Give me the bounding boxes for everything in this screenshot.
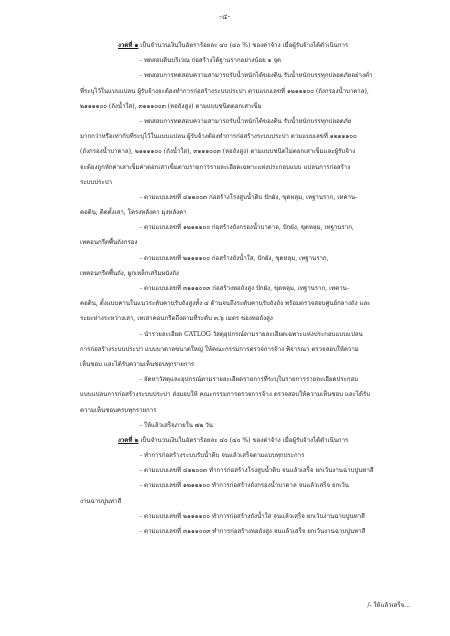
document-line — [80, 387, 415, 402]
document-line — [80, 372, 415, 387]
line-text: เป็นจำนวนเงินในอัตราร้อยละ ๔๐ (๔๐ %) ของค่าจ้าง เมื่อผู้รับจ้างได้ดำเนินการ — [138, 436, 349, 444]
document-line — [80, 509, 415, 524]
document-line — [80, 448, 415, 463]
line-text: - ทดสอบดินบริเวณ ก่อสร้างได้ฐานรากอย่างน้อย ๑ จุด — [140, 57, 281, 65]
document-line — [80, 114, 415, 129]
document-line — [80, 99, 415, 114]
line-text: จะต้องถูกหักค่าเสาเข็มค่าตอกเสาเข็มตามรายการรายละเอียดเฉพาะแห่งประกอบแบบ แปลนการก่อสร้าง — [80, 163, 351, 171]
document-line — [80, 235, 415, 250]
line-text: เทคอนกรีตพื้นถัง, ผูกเหล็กเสริมผนังถัง — [80, 269, 179, 277]
continuation-note: /- ให้แล้วเสร็จ... — [367, 602, 410, 609]
line-text: - ตามแบบเลขที่ ๑๒๑๑๑๐๐ ทำการก่อสร้างถังกรองน้ำบาดาล จนแล้วเสร็จ ยกเว้น — [140, 482, 349, 490]
installment-heading — [80, 433, 415, 448]
line-text: (ถังกรองน้ำบาดาล), ๒๑๑๑๑๐๐ (ถังน้ำใส), ๓๑๑๑๐๐๓ (หอถังสูง) ตามแบบชนิดไม่ตอกเสาเข็มและผู้รับจ้าง — [80, 148, 356, 156]
line-text: ๒๑๑๑๑๐๐ (ถังน้ำใส), ๓๑๑๑๐๐๓ (หอถังสูง) ตามแบบชนิดตอกเสาเข็ม — [80, 102, 262, 110]
line-text: มากกว่าหรือเท่ากับที่ระบุไว้ในแบบแปลน ผู้รับจ้างต้องทำการก่อสร้างระบบประปา ตามแบบเลขที่ ๑๒๑๑๑๐๐ — [80, 133, 357, 141]
document-line — [80, 296, 415, 311]
line-text: ระบบประปา — [80, 178, 112, 186]
document-line — [80, 160, 415, 175]
line-text: - จัดหาวัสดุและอุปกรณ์ตามรายละเอียดรายการที่ระบุในรายการรายละเอียดประกอบ — [140, 376, 359, 384]
document-line — [80, 68, 415, 83]
line-text: - ทดสอบการทดสอบความสามารถรับน้ำหนักได้ของดิน รับน้ำหนักบรรทุกปลอดภัยอย่างต่ำ — [140, 72, 373, 80]
line-text: - ตามแบบเลขที่ ๓๑๑๑๐๐๓ ก่อสร้างหอถังสูง ปักผัง, ขุดหลุม, เทฐานราก, เทคาน- — [140, 285, 349, 292]
document-line — [80, 220, 415, 235]
document-body — [80, 38, 415, 539]
document-line — [80, 403, 415, 418]
installment-label: งวดที่ ๑ — [118, 42, 139, 49]
line-text: คอดิน, ติดตั้งเสา, โครงหลังคา มุงหลังคา — [80, 209, 187, 217]
document-line — [80, 281, 415, 296]
line-text: การก่อสร้างระบบประปา แบบบาดาลขนาดใหญ่ ให้คณะกรรมการตรวจการจ้าง พิจารณา ตรวจสอบให้ความ — [80, 345, 359, 353]
line-text: - ตามแบบเลขที่ ๓๑๑๑๐๐๓ ทำการก่อสร้างหอถังสูง จนแล้วเสร็จ ยกเว้นงานฉาบปูนทาสี — [140, 528, 366, 535]
document-line — [80, 311, 415, 326]
document-line — [80, 129, 415, 144]
document-line — [80, 418, 415, 433]
line-text: - นำรายละเอียด CATLOG วัสดุอุปกรณ์ตามรายละเอียดเฉพาะแห่งประกอบแบบแปลน — [140, 330, 363, 338]
document-line — [80, 478, 415, 493]
installment-heading — [80, 38, 415, 53]
line-text: - ตามแบบเลขที่ ๒๑๑๑๑๐๐ ก่อสร้างถังน้ำใส, ปักผัง, ขุดหลุม, เทฐานราก, — [140, 254, 329, 262]
document-line — [80, 463, 415, 478]
document-line — [80, 205, 415, 220]
line-text: เทคอนกรีตพื้นถังกรอง — [80, 239, 138, 247]
line-text: ความเห็นชอบครบทุกรายการ — [80, 406, 157, 414]
installment-label: งวดที่ ๒ — [118, 436, 139, 444]
line-text: แบบแปลนการก่อสร้างระบบประปา ส่งมอบให้ คณะกรรมการตรวจการจ้าง ตรวจสอบให้ความเห็นชอบ และได้รับ — [80, 391, 371, 399]
document-line — [80, 357, 415, 372]
line-text: - ทำการก่อสร้างระบบรับน้ำดิบ จนแล้วเสร็จตามแบบทุกประการ — [140, 452, 305, 460]
document-line — [80, 175, 415, 190]
document-line — [80, 84, 415, 99]
line-text: เป็นจำนวนเงินในอัตราร้อยละ ๔๐ (๔๐ %) ของค่าจ้าง เมื่อผู้รับจ้างได้ดำเนินการ — [138, 42, 349, 49]
line-text: - ทดสอบการทดสอบความสามารถรับน้ำหนักได้ของดิน รับน้ำหนักบรรทุกปลอดภัย — [140, 117, 352, 125]
line-text: เห็นชอบ และได้รับความเห็นชอบทุกรายการ — [80, 360, 195, 368]
document-line — [80, 327, 415, 342]
document-line — [80, 190, 415, 205]
document-line — [80, 494, 415, 509]
document-line — [80, 524, 415, 539]
line-text: - ให้แล้วเสร็จภายใน ๗๒ วัน — [140, 421, 213, 429]
line-text: - ตามแบบเลขที่ ๔๑๒๐๐๓ ทำการก่อสร้างโรงสูบน้ำดิบ จนแล้วเสร็จ ยกเว้นงานฉาบปูนทาสี — [140, 467, 374, 475]
line-text: - ตามแบบเลขที่ ๒๑๑๑๑๐๐ ทำการก่อสร้างถังน้ำใส จนแล้วเสร็จ ยกเว้นงานฉาบปูนทาสี — [140, 512, 365, 520]
document-line — [80, 251, 415, 266]
line-text: ที่ระบุไว้ในแบบแปลน ผู้รับจ้างจะต้องทำการก่อสร้างระบบประปา ตามแบบเลขที่ ๑๒๑๑๑๐๐ (ถังกรองน้ำบาดาล), — [80, 87, 369, 95]
document-line — [80, 53, 415, 68]
document-line — [80, 342, 415, 357]
line-text: - ตามแบบเลขที่ ๔๑๒๐๐๓ ก่อสร้างโรงสูบน้ำดิบ ปักผัง, ขุดหลุม, เทฐานราก, เทคาน- — [140, 193, 358, 201]
line-text: ระยะห่างระหว่างเสา, เทเสาคอนกรีตถึงตามที่ระดับ ๓.๖ เมตร ของหอถังสูง — [80, 315, 273, 323]
document-line — [80, 266, 415, 281]
line-text: - ตามแบบเลขที่ ๑๒๑๑๑๐๐ ก่อสร้างถังกรองน้ำบาดาล, ปักผัง, ขุดหลุม, เทฐานราก, — [140, 224, 354, 232]
line-text: งานฉาบปูนทาสี — [80, 497, 122, 505]
page-number: -๔- — [219, 13, 231, 21]
document-line — [80, 144, 415, 159]
line-text: คอดิน, ตั้งแบบคานในแนวระดับคานรับถังสูงทั้ง ๔ ด้านจนถึงระดับคานรับถังถัง พร้อมตรวจสอบศูนย์กลางถัง และ — [80, 300, 371, 308]
